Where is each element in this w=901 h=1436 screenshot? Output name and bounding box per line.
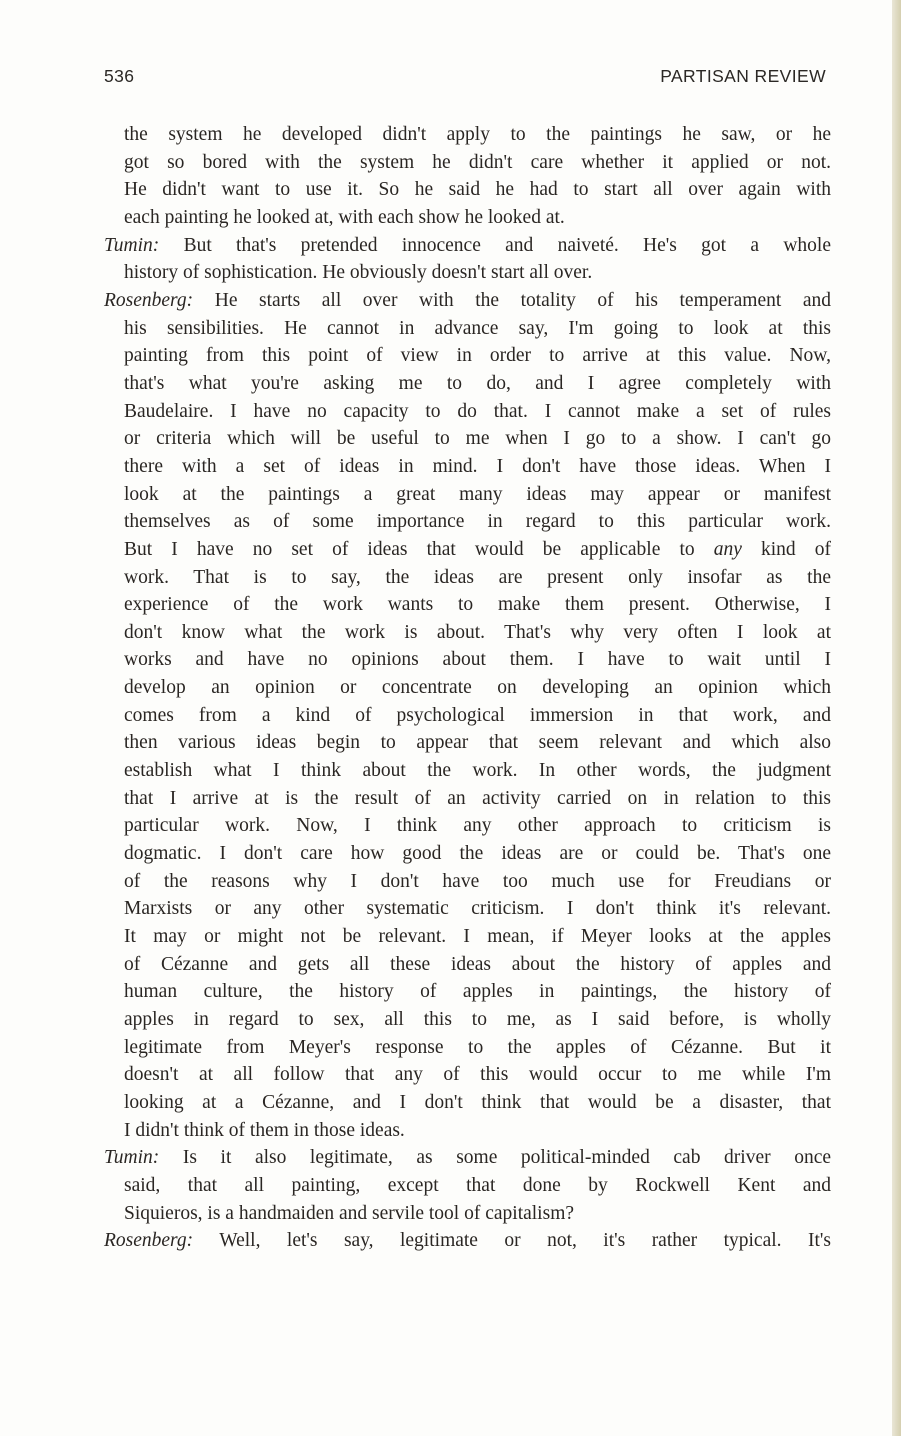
text-line: Marxists or any other systematic criticism. I don't think it's relevant.	[124, 898, 831, 920]
text-line: said, that all painting, except that done by Rockwell Kent and	[124, 1174, 831, 1196]
speaker-name: Rosenberg:	[104, 289, 194, 311]
body-text	[104, 121, 831, 1255]
speaker-name: Tumin:	[104, 234, 160, 256]
text-line: Tumin: But that's pretended innocence and naiveté. He's got a whole	[104, 234, 831, 256]
text-line: there with a set of ideas in mind. I don't have those ideas. When I	[124, 455, 831, 477]
text-line: human culture, the history of apples in paintings, the history of	[124, 981, 831, 1003]
text-line: comes from a kind of psychological immersion in that work, and	[124, 704, 831, 726]
text-line: of Cézanne and gets all these ideas about the history of apples and	[124, 953, 831, 975]
text-line: legitimate from Meyer's response to the apples of Cézanne. But it	[124, 1036, 831, 1058]
text-line: work. That is to say, the ideas are present only insofar as the	[124, 566, 831, 588]
running-header	[104, 66, 826, 90]
text-line: establish what I think about the work. In other words, the judgment	[124, 760, 831, 782]
text-line: particular work. Now, I think any other approach to criticism is	[124, 815, 831, 837]
text-line: develop an opinion or concentrate on developing an opinion which	[124, 677, 831, 699]
text-line: He didn't want to use it. So he said he had to start all over again with	[124, 179, 831, 201]
text-line: I didn't think of them in those ideas.	[124, 1119, 405, 1141]
speaker-name: Rosenberg:	[104, 1230, 194, 1252]
text-line: But I have no set of ideas that would be applicable to any kind of	[124, 538, 831, 560]
text-line: Baudelaire. I have no capacity to do that. I cannot make a set of rules	[124, 400, 831, 422]
text-line: Rosenberg: He starts all over with the totality of his temperament and	[104, 289, 831, 311]
text-line: Siquieros, is a handmaiden and servile tool of capitalism?	[124, 1202, 575, 1224]
text-line: Rosenberg: Well, let's say, legitimate or not, it's rather typical. It's	[104, 1230, 831, 1252]
text-line: works and have no opinions about them. I have to wait until I	[124, 649, 831, 671]
text-line: then various ideas begin to appear that seem relevant and which also	[124, 732, 831, 754]
text-line: don't know what the work is about. That's why very often I look at	[124, 621, 831, 643]
text-line: his sensibilities. He cannot in advance say, I'm going to look at this	[124, 317, 831, 339]
text-line: look at the paintings a great many ideas may appear or manifest	[124, 483, 831, 505]
text-line: experience of the work wants to make them present. Otherwise, I	[124, 594, 831, 616]
text-line: themselves as of some importance in regard to this particular work.	[124, 511, 831, 533]
text-line: or criteria which will be useful to me when I go to a show. I can't go	[124, 428, 831, 450]
text-line: that I arrive at is the result of an activity carried on in relation to this	[124, 787, 831, 809]
text-line: Tumin: Is it also legitimate, as some political-minded cab driver once	[104, 1147, 831, 1169]
text-line: each painting he looked at, with each show he looked at.	[124, 206, 565, 228]
text-line: apples in regard to sex, all this to me, as I said before, is wholly	[124, 1009, 831, 1030]
page-number: 536	[104, 66, 135, 86]
speaker-name: Tumin:	[104, 1147, 160, 1169]
text-line: It may or might not be relevant. I mean, if Meyer looks at the apples	[124, 926, 831, 948]
emphasis: any	[713, 538, 742, 560]
text-line: of the reasons why I don't have too much use for Freudians or	[124, 870, 831, 892]
text-line: the system he developed didn't apply to the paintings he saw, or he	[124, 124, 831, 145]
text-line: doesn't at all follow that any of this would occur to me while I'm	[124, 1064, 831, 1086]
text-line: that's what you're asking me to do, and I agree completely with	[124, 372, 831, 394]
journal-title: PARTISAN REVIEW	[660, 66, 826, 86]
text-line: history of sophistication. He obviously doesn't start all over.	[124, 262, 593, 284]
page-edge	[892, 0, 901, 1436]
text-line: dogmatic. I don't care how good the ideas are or could be. That's one	[124, 843, 831, 865]
text-line: got so bored with the system he didn't care whether it applied or not.	[124, 151, 831, 173]
text-line: painting from this point of view in order to arrive at this value. Now,	[124, 345, 831, 367]
text-line: looking at a Cézanne, and I don't think that would be a disaster, that	[124, 1091, 831, 1113]
